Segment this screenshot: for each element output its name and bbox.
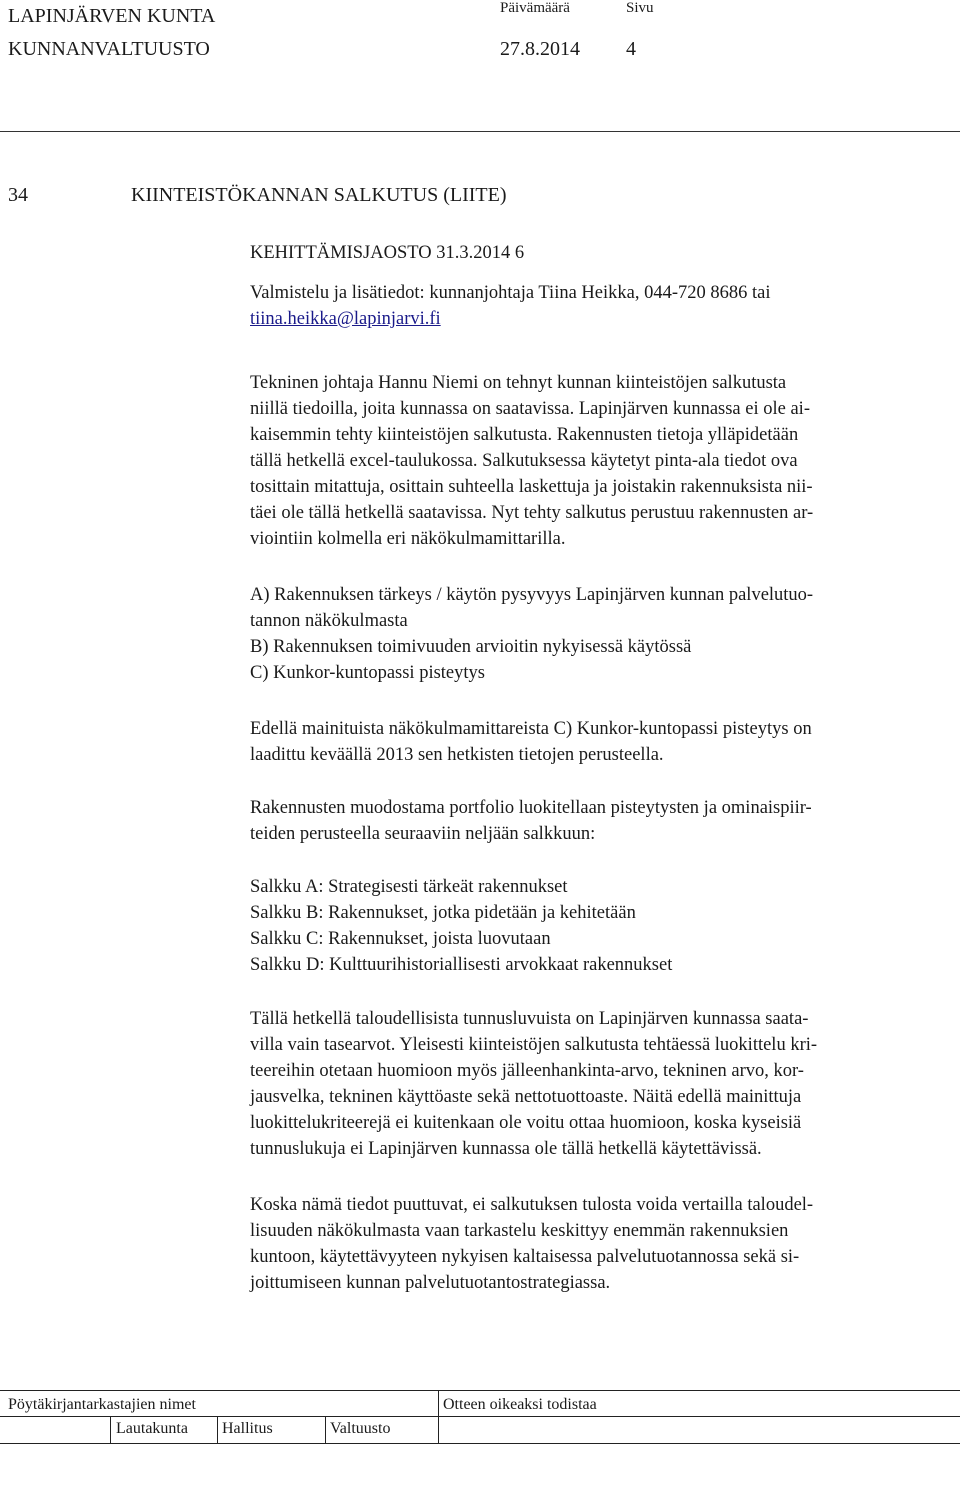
portfolio-item: Salkku D: Kulttuurihistoriallisesti arvokkaat rakennukset — [250, 955, 673, 975]
criteria-item: tannon näkökulmasta — [250, 611, 408, 631]
paragraph-conclusion — [250, 1192, 955, 1296]
criteria-item: C) Kunkor-kuntopassi pisteytys — [250, 663, 485, 683]
preparation-line: Valmistelu ja lisätiedot: kunnanjohtaja Tiina Heikka, 044-720 8686 tai — [250, 283, 771, 303]
footer-hallitus: Hallitus — [222, 1420, 273, 1437]
paragraph-line: luokittelukriteerejä ei kuitenkaan ole voitu ottaa huomioon, koska kyseisiä — [250, 1113, 802, 1133]
committee-reference-text: KEHITTÄMISJAOSTO 31.3.2014 6 — [250, 243, 525, 263]
page-number: 4 — [626, 38, 636, 60]
footer-border-top — [0, 1390, 960, 1391]
paragraph-kunkor — [250, 716, 955, 768]
page-label: Sivu — [626, 0, 654, 16]
paragraph-line: teereihin otetaan huomioon myös jälleenhankinta-arvo, tekninen arvo, kor- — [250, 1061, 804, 1081]
paragraph-line: teiden perusteella seuraaviin neljään salkkuun: — [250, 824, 596, 844]
paragraph-line: tällä hetkellä excel-taulukossa. Salkutuksessa käytetyt pinta-ala tiedot ova — [250, 451, 798, 471]
portfolio-item: Salkku B: Rakennukset, jotka pidetään ja kehitetään — [250, 903, 636, 923]
footer-divider — [325, 1416, 326, 1443]
footer-divider — [438, 1390, 439, 1443]
footer-border-middle — [0, 1416, 960, 1417]
paragraph-line: täei ole tällä hetkellä saatavissa. Nyt tehty salkutus perustuu rakennusten ar- — [250, 503, 814, 523]
preparation-info — [250, 280, 955, 332]
body-name: KUNNANVALTUUSTO — [8, 38, 210, 60]
portfolio-item: Salkku C: Rakennukset, joista luovutaan — [250, 929, 551, 949]
portfolio-item: Salkku A: Strategisesti tärkeät rakennukset — [250, 877, 568, 897]
criteria-item: B) Rakennuksen toimivuuden arvioitin nykyisessä käytössä — [250, 637, 692, 657]
paragraph-line: villa vain tasearvot. Yleisesti kiinteistöjen salkutusta tehtäessä luokittelu kri- — [250, 1035, 818, 1055]
paragraph-line: Rakennusten muodostama portfolio luokitellaan pisteytysten ja ominaispiir- — [250, 798, 812, 818]
paragraph-line: tosittain mitattuja, osittain suhteella laskettuja ja joistakin rakennuksista nii- — [250, 477, 813, 497]
organization-name: LAPINJÄRVEN KUNTA — [8, 5, 216, 27]
paragraph-line: Edellä mainituista näkökulmamittareista C) Kunkor-kuntopassi pisteytys on — [250, 719, 812, 739]
footer-lautakunta: Lautakunta — [116, 1420, 188, 1437]
paragraph-intro — [250, 370, 955, 552]
paragraph-portfolio — [250, 795, 955, 847]
paragraph-line: niillä tiedoilla, joita kunnassa on saatavissa. Lapinjärven kunnassa ei ole ai- — [250, 399, 810, 419]
footer-valtuusto: Valtuusto — [330, 1420, 391, 1437]
paragraph-line: viointiin kolmella eri näkökulmamittarilla. — [250, 529, 566, 549]
criteria-item: A) Rakennuksen tärkeys / käytön pysyvyys Lapinjärven kunnan palvelutuo- — [250, 585, 814, 605]
email-link[interactable]: tiina.heikka@lapinjarvi.fi — [250, 309, 441, 329]
paragraph-line: kuntoon, käytettävyyteen nykyisen kaltaisessa palvelutuotannossa sekä si- — [250, 1247, 800, 1267]
footer-divider — [217, 1416, 218, 1443]
certified-label: Otteen oikeaksi todistaa — [443, 1396, 597, 1413]
section-title: KIINTEISTÖKANNAN SALKUTUS (LIITE) — [131, 184, 507, 206]
paragraph-line: tunnuslukuja ei Lapinjärven kunnassa ole tällä hetkellä käytettävissä. — [250, 1139, 762, 1159]
paragraph-line: jausvelka, tekninen käyttöaste sekä nettotuottoaste. Näitä edellä mainittuja — [250, 1087, 802, 1107]
criteria-list — [250, 582, 955, 686]
committee-reference — [250, 240, 955, 266]
section-number: 34 — [8, 184, 28, 206]
meeting-date: 27.8.2014 — [500, 38, 580, 60]
date-label: Päivämäärä — [500, 0, 570, 16]
paragraph-line: Koska nämä tiedot puuttuvat, ei salkutuksen tulosta voida vertailla taloudel- — [250, 1195, 814, 1215]
paragraph-financial — [250, 1006, 955, 1162]
paragraph-line: laadittu keväällä 2013 sen hetkisten tietojen perusteella. — [250, 745, 664, 765]
header-divider — [0, 131, 960, 132]
portfolio-list — [250, 874, 955, 978]
paragraph-line: kaisemmin tehty kiinteistöjen salkutusta. Rakennusten tietoja ylläpidetään — [250, 425, 799, 445]
paragraph-line: joittumiseen kunnan palvelutuotantostrategiassa. — [250, 1273, 611, 1293]
paragraph-line: Tällä hetkellä taloudellisista tunnusluvuista on Lapinjärven kunnassa saata- — [250, 1009, 809, 1029]
paragraph-line: Tekninen johtaja Hannu Niemi on tehnyt kunnan kiinteistöjen salkutusta — [250, 373, 787, 393]
footer-divider — [110, 1416, 111, 1443]
reviewers-label: Pöytäkirjantarkastajien nimet — [8, 1396, 196, 1413]
footer-border-bottom — [0, 1443, 960, 1444]
paragraph-line: lisuuden näkökulmasta vaan tarkastelu keskittyy enemmän rakennuksien — [250, 1221, 789, 1241]
